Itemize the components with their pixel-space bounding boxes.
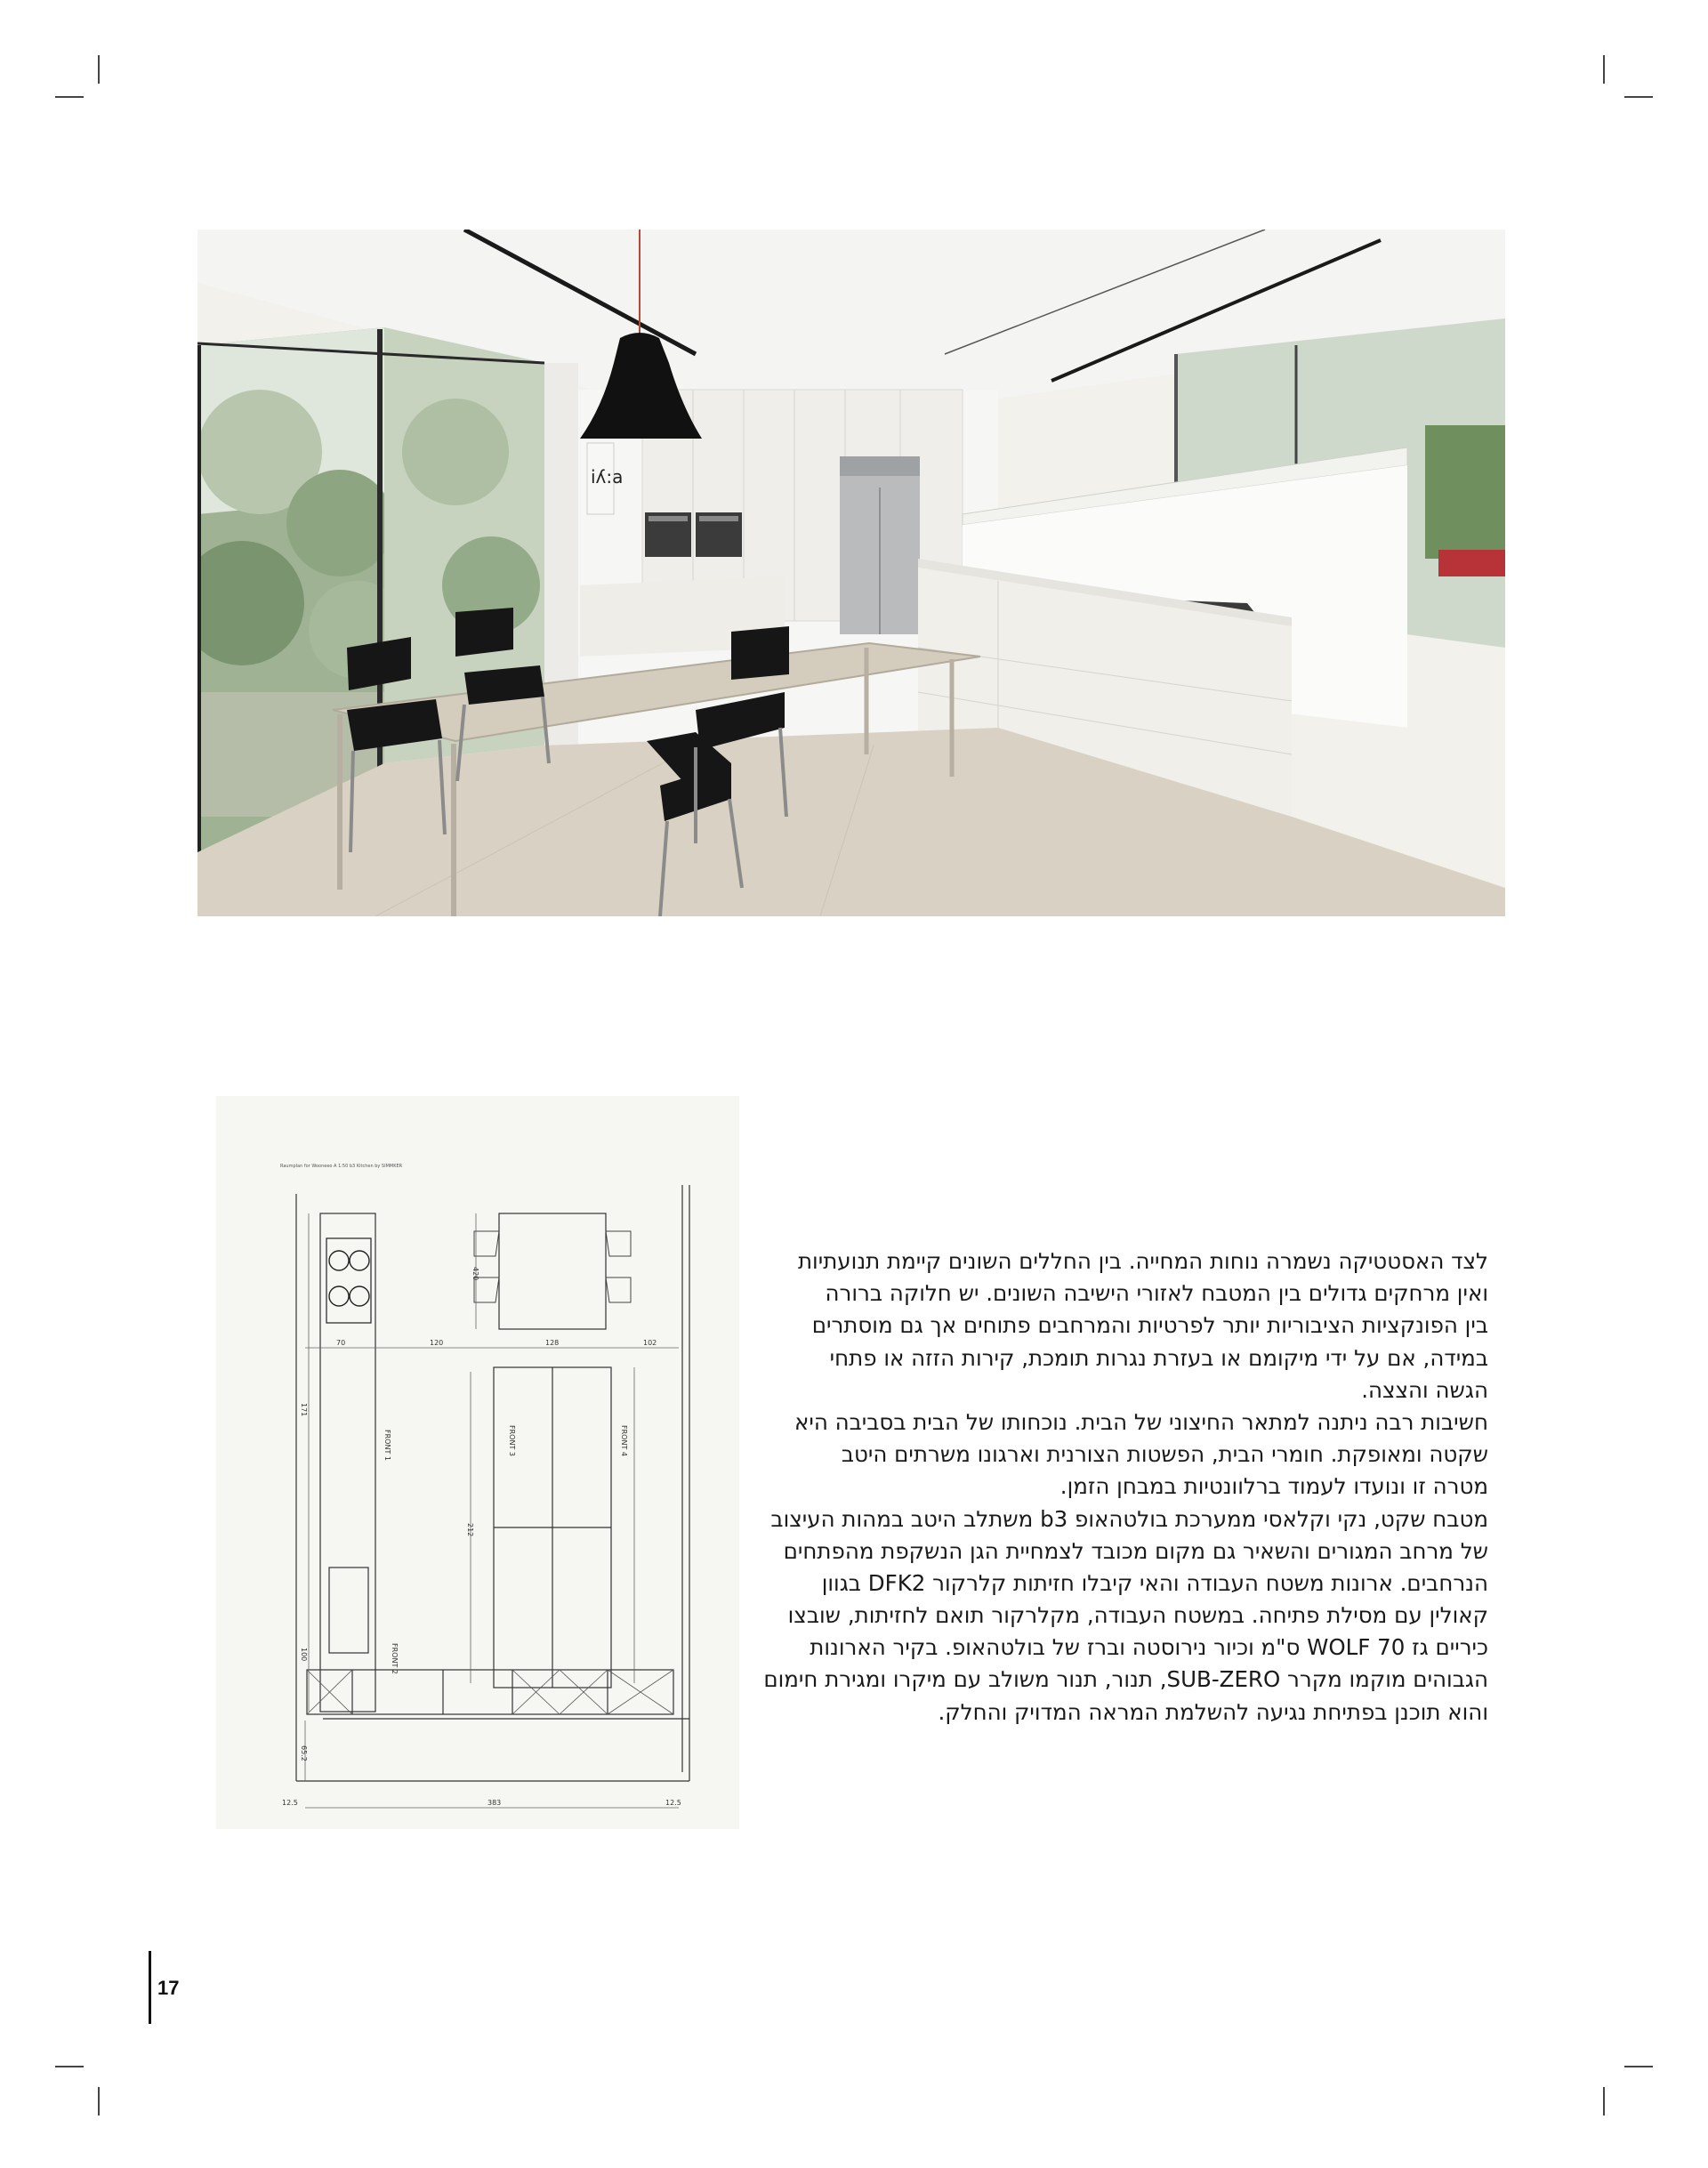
dim-label: 70: [336, 1339, 346, 1347]
article-line: מטבח שקט, נקי וקלאסי ממערכת בולטהאופ b3 משתלב היטב במהות העיצוב: [770, 1505, 1488, 1532]
article-line: הגבוהים מוקמו מקרר SUB-ZERO, תנור, תנור משולב עם מיקרו ומגירת חימום: [763, 1666, 1488, 1693]
dim-label: 12.5: [665, 1799, 681, 1807]
crop-mark: [98, 55, 100, 84]
article-line: בין הפונקציות הציבוריות יותר לפרטיות והמרחבים פתוחים אך גם מוסתרים: [811, 1312, 1488, 1339]
wall-art: iʎ:a: [591, 466, 624, 488]
article-line: והוא תוכנן בפתיחת נגיעה להשלמת המראה המדויק והחלק.: [938, 1698, 1488, 1725]
article-line: הגשה והצצה.: [1361, 1376, 1488, 1403]
front-label: FRONT 1: [383, 1430, 391, 1461]
front-label: FRONT 3: [508, 1425, 516, 1456]
dim-label: 383: [487, 1799, 502, 1807]
dim-label: 65.2: [300, 1745, 308, 1761]
front-label: FRONT 2: [391, 1643, 399, 1674]
kitchen-floor-plan: [216, 1096, 739, 1829]
article-line: חשיבות רבה ניתנה למתאר החיצוני של הבית. נוכחותו של הבית בסביבה היא: [794, 1408, 1488, 1435]
kitchen-photo: [197, 230, 1505, 916]
crop-mark: [98, 2087, 100, 2116]
dim-label: 120: [430, 1339, 444, 1347]
article-line: קאולין עם מסילת פתיחה. במשטח העבודה, מקלרקור תואם לחזיתות, שובצו: [787, 1602, 1488, 1629]
dim-label: 100: [300, 1648, 308, 1662]
dim-label: 128: [545, 1339, 560, 1347]
plan-header: Raumplan for Wooneeo A 1:50 b3 Kitchen by SIMMKER: [280, 1164, 403, 1169]
article-line: מטרה זו ונועדו לעמוד ברלוונטיות במבחן הזמן.: [1059, 1473, 1488, 1500]
article-line: במידה, אם על ידי מיקומם או בעזרת נגרות תומכת, קירות הזזה או פתחי: [829, 1344, 1488, 1371]
crop-mark: [55, 96, 84, 98]
dim-label: 212: [466, 1523, 474, 1537]
dim-label: 420: [471, 1267, 479, 1281]
page-number: 17: [157, 1977, 180, 1999]
article-line: ואין מרחקים גדולים בין המטבח לאזורי הישיבה השונים. יש חלוקה ברורה: [825, 1280, 1488, 1307]
dim-label: 171: [300, 1403, 308, 1417]
crop-mark: [1624, 2066, 1653, 2067]
front-label: FRONT 4: [620, 1425, 628, 1456]
article-line: הנרחבים. ארונות משטח העבודה והאי קיבלו חזיתות קלרקור DFK2 בגוון: [821, 1569, 1488, 1596]
dim-label: 12.5: [282, 1799, 298, 1807]
crop-mark: [55, 2066, 84, 2067]
article-body: [763, 1245, 1488, 1729]
dim-label: 102: [643, 1339, 657, 1347]
article-line: של מרחב המגורים והשאיר גם מקום מכובד לצמחיית הגן הנשקפת מהפתחים: [783, 1537, 1488, 1564]
article-line: כיריים גז WOLF 70 ס"מ וכיור נירוסטה וברז של בולטהאופ. בקיר הארונות: [810, 1634, 1488, 1661]
article-line: לצד האסטטיקה נשמרה נוחות המחייה. בין החללים השונים קיימת תנועתיות: [797, 1248, 1488, 1274]
crop-mark: [1603, 2087, 1605, 2116]
article-line: שקטה ומאופקת. חומרי הבית, הפשטות הצורנית וארגונו משרתים היטב: [841, 1441, 1488, 1468]
crop-mark: [1624, 96, 1653, 98]
page-number-rule: [149, 1951, 151, 2024]
crop-mark: [1603, 55, 1605, 84]
